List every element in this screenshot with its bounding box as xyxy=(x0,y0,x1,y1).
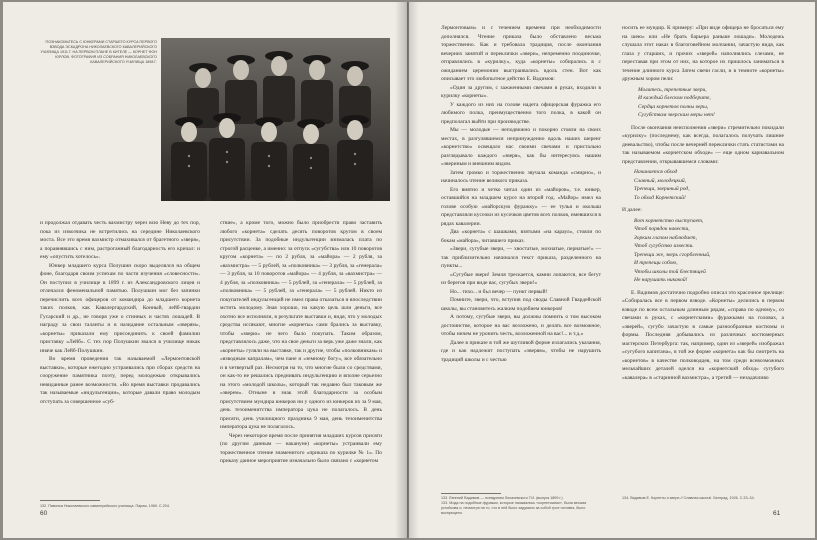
paragraph: Лермонтовым» и с течением времени при необходимости дополнялся. Чтение приказа было обставлено весьма торжественно. Как и требовала традиция, после окончания вечерних занятий и переклички «звери», непременно поодиночке, отправлялись в «курилку», куда «корнеты» собирались в с ожиданием церемонии выстраивались вдоль стен. Вот как описывает это любопытное действо Е. Вадимов: xyxy=(441,25,601,82)
verse-line: Чтоб порядок навести, xyxy=(634,226,690,232)
verse-line: Начинается обход xyxy=(634,169,678,175)
group-photo-illustration xyxy=(161,38,390,201)
footnote-text: 133. Мода на подобные фуражки, которые назывались «корнетскими», была весьма устойчива и, несмотря на то, что в ней было задумано за собой трое человек, было воспрещено. xyxy=(441,501,587,515)
footnote-text: 134. Вадимов Е. Корнеты и звери // Славная школа!. Белград, 1926. С.33–34. xyxy=(622,496,755,500)
paragraph: И далее: xyxy=(622,207,642,213)
paragraph: После окончания неисполнения «звери» стремительно покидали «курилку» (последнему, как всегда, полагалось получать лишние дневальство), чтобы после вечерней переклички стать статистами на так называемом «корнетском обходе» — еще одном карнавальном представлении, открывавшемся словами: xyxy=(622,124,784,165)
verse-line: Чтоб сугубство извести. xyxy=(634,243,694,249)
page-number: 61 xyxy=(773,510,781,517)
verse-line: Молитесь, трепетные звери, xyxy=(638,86,707,93)
paragraph: «Сугубые звери! Земля трескается, камни лопаются, все бегут из берегов при виде вас, сугубых звери!» xyxy=(441,271,601,286)
paragraph: Затем громко и торжественно звучала команда «смирно», и начиналось чтение великого приказа. xyxy=(441,169,601,184)
verse-block xyxy=(622,217,784,285)
paragraph: носить ее мундир. К примеру: «При виде офицера не бросаться ему на шею» или «Не брать барьера раньше лошади». Молодежь слушала этот наказ в благоговейном молчании, зачастую видя, как глаза у старших, и прочих «зверей» наполнялись слезами, не переставая при этом от них, на которое их пришлось заниматься в течение длинного курса Затем свечи гасли, и в темноте «корнеты» дружным хором пели: xyxy=(622,25,784,82)
photo-caption: ПОЗНАКОМЬТЕСЬ С ЮНКЕРАМИ СТАРШЕГО КУРСА ПЕРВОГО ВЗВОДА ЭСКАДРОНА НИКОЛАЕВСКОГО КАВАЛЕРИЙСКОГО УЧИЛИЩА 1911 Г. НА ПЕРВОМ ПЛАНЕ В КИТЕЛЕ — КОРНЕТ ФОН ЮРЛОВ. ФОТОГРАФИЯ ИЗ СОБРАНИЯ НИКОЛАЕВСКОГО КАВАЛЕРИЙСКОГО УЧИЛИЩА 1898 Г. xyxy=(40,40,157,65)
paragraph: Два «корнета» с шашками, взятыми «на караул», стояли по бокам «майора», читавшего приказ. xyxy=(441,229,601,244)
verse-block xyxy=(622,168,784,202)
verse-block xyxy=(622,86,784,120)
verse-line: То обход Корнетский! xyxy=(634,194,686,201)
verse-line: Вот корнетство выступает, xyxy=(634,217,704,224)
paragraph: Мы — молодые — неподвижно и покорно стояли на своих местах, в разгулявшемся непринужденно вдоль наших шеренг «корнетство» освещало нас своими свечами и пристально разглядывало каждого «зверя», как бы интересуясь нашим «звериным и внешним видом. xyxy=(441,127,601,167)
paragraph: ствие», а кроме того, можно было приобрести право заставить любого «корнета» сделать десять поворотов кругом в своем присутствии. За подобные индульгенции взималась плата по строгой расценке, а именно: за отпуск «сугубства» или 10 поворотов кругом «корнета» — по 2 рубля, за «майора» — 2 рубля, за «вахмистра» — 5 рублей, за «полковника» — 3 рубля, за «генерала» — 3 рубля, за 10 поворотов «майора» — 4 рубля, за «вахмистра» — 4 рубля, за «полковника» — 5 рублей, за «генерала» — 5 рублей, за «полковника» — 5 рублей, за «генерала» — 5 рублей. Никто из покупателей индульгенций не имел права отказаться и впоследствии мстить молодому. Зная хорошо, на какую цель шли деньги, все охотно все исполняли, в результате выставки и, видя, что у молодых средства иссякают, многие «корнеты» сами брались за выставку, чтобы «зверю» не чего было покупать. Таким образом, представлялось даже, что на свое деньги за верь уже даже знали, как «корнеты» гуляли на выставке, так и другие, чтобы «полковникам» и «взводным капралам», чем пане и «земному богу», все обязательно и в четвертый раз. Несмотря на то, что многие были со средствами, он как-то не решались преднивать индульгенцию и вполне серьезно на этого «молодой школы», который так недавно был таковым же «зверем». Отныне в знак этой благодарности за особым присутствием мундира юнкеров ни у одного из юнкеров их за 9 мая, день тезоименитства императора цука не полагалось. В день присяги, день училищного праздника 9 мая, день тезоименитства императора цука не полагалось. xyxy=(220,220,383,430)
right-page xyxy=(409,2,815,538)
verse-line: Сердца корнетов полны веры, xyxy=(638,103,709,110)
verse-line: И каждый блеском подберите, xyxy=(638,95,711,101)
paragraph: Через некоторое время после принятия младших курсов присяги (по другим данным — накануне) «корнеты» устраивали ему торжественное чтение знаменитого «приказа по курилке № 1». По приказу данное мероприятие изначально было связано с «корнетом xyxy=(220,432,382,464)
paragraph: Во время проведения так называемой «Лермонтовской выставки», которые ежегодно устраивались при сборах средств на сооружение памятника поэту, перед молодежью открывались невиданные ранее возможности. «Во время выставки продавались так называемые «индульгенции», которые давали право молодым отступать за совершенное «суб- xyxy=(40,356,200,405)
footnotes-right xyxy=(622,496,784,501)
historical-group-photo xyxy=(161,38,390,201)
paragraph: У каждого из них на голове надета офицерская фуражка его любимого полка, преимущественно того полка, в какой он предполагал выйти при производстве. xyxy=(441,101,601,125)
right-column-2 xyxy=(622,24,784,382)
paragraph: Далее в приказе в той же шутливой форме излагались указания, где и как надлежит поступать «зверям», чтобы не нарушить традиций школы и с честью xyxy=(441,339,601,363)
verse-line: Не нарушить никакой! xyxy=(634,277,688,283)
verse-line: Трепещи, звериный род, xyxy=(634,186,690,192)
footnote-text: 133. Евгений Вадимов — псевдоним Лихачевского Г.И. (выпуск 1899 г.) xyxy=(441,496,563,500)
paragraph: Юнкер младшего курса Полушин скоро выделялся на общем фоне, благодаря своим успехам по части изучения «словесности». Он поступил в училище в 1899 г. из Александровского лицея и отличался феноменальной памятью. Полушкин мог без запинки перечислить всех офицеров от командира до младшего корнета таких полков, как Кавалергардский, Конный, лейб-гвардии Гусарский и др., не говоря уже о стинных и частях лошадей. В награду за свои таланты и в назидание остальным «зверям», «корнеты» приказали ему присоединить к своей фамилии приставку «Лейб». С тех пор Полушкин звался в училище никак иначе как Лейб-Полушкин. xyxy=(40,262,200,354)
verse-line: Трепещи же, зверь сгорбленный, xyxy=(634,251,711,258)
paragraph: и продолжал отдавать честь вахмистру через всю Неву до тех пор, пока из извозчика не встретились на середине Николаевского моста. Все это время вахмистр отмахивался от брагетного «зверя», а поравнявшись с ним, растроганный благодарность его кричал: и ему «опустить хотелось». xyxy=(40,220,200,260)
verse-line: Зорким глазом наблюдает, xyxy=(634,234,697,241)
left-column-1 xyxy=(40,219,200,406)
paragraph: «Один за другим, с зажженными свечами в руках, входили в курилку «корнеты». xyxy=(441,84,601,99)
paragraph: «Звери, сугубые звери, — хвостатые, мохнатые, пернатые!» — так приблизительно начинался текст приказа, разделенного на пункты... xyxy=(441,246,601,269)
footnotes-left xyxy=(441,496,601,516)
left-column-2 xyxy=(220,219,382,466)
verse-line: Славный, молодецкий, xyxy=(634,177,686,184)
paragraph: Помните, звери, что, вступив под своды Славной Гвардейской школы, вы становитесь жалким подобием юнкеров! xyxy=(441,297,601,312)
verse-line: Чтобы школы той блестящей xyxy=(634,268,706,275)
verse-line: И трепещи собою, xyxy=(634,260,678,266)
footnote-rule xyxy=(40,500,100,501)
verse-line: Сугубствам зверским меры нет! xyxy=(638,112,715,118)
paragraph: Но... тихо... и бьл вечер — пункт первый! xyxy=(450,288,548,295)
paragraph: Его внятно и четко читал один из «майоров», т.е. юнкер, оставшийся на младшем курсе на второй год. «Майор» имел на голове особую «майорскую фуражку» — ее тулья и околыш представляли кусочки из кусочков цветов всех полков, имевшихся в рядах кавалерии. xyxy=(441,186,601,227)
right-column-1 xyxy=(441,24,601,364)
paragraph: А потому, сугубые звери, вы должны помнить о том высоком достоинстве, которое на вас возложено, и делать все возможное, чтобы ничем не уронить честь, возложенной на вас!... и т.д.» xyxy=(441,314,601,337)
paragraph: Е. Вадимов достаточно подробно описал это красочное зрелище: «Собиралась все в первом взводе. «Корнеты» делились в первом взводе по всем остальным длинным рядам, «справа по одному», со свечами в руках, с «корнетскими» фуражками на головах, а «зверей», сугубо зачастую в самые разнообразные костюмы и формы. Последняя добывались из различных костюмерных мастерских Петербурга: так, например, один из «зверей» изображал «сугубого капитана», в той же форме «корнета» как бы смотреть на «корнетов» в качестве полководцев, на том среди всевозможных мельчайших деталей оделся на «корнетский обход» сугубого «кавалера» в «старинной вахмистра», а третий — незадачливо xyxy=(622,289,784,381)
footnote xyxy=(40,504,200,509)
footnote-rule xyxy=(441,493,501,494)
left-page xyxy=(3,2,407,538)
page-number: 60 xyxy=(40,510,48,517)
footnote-text: 132. Памятка Николаевского кавалерийского училища. Париж, 1969. С.204. xyxy=(40,504,170,508)
